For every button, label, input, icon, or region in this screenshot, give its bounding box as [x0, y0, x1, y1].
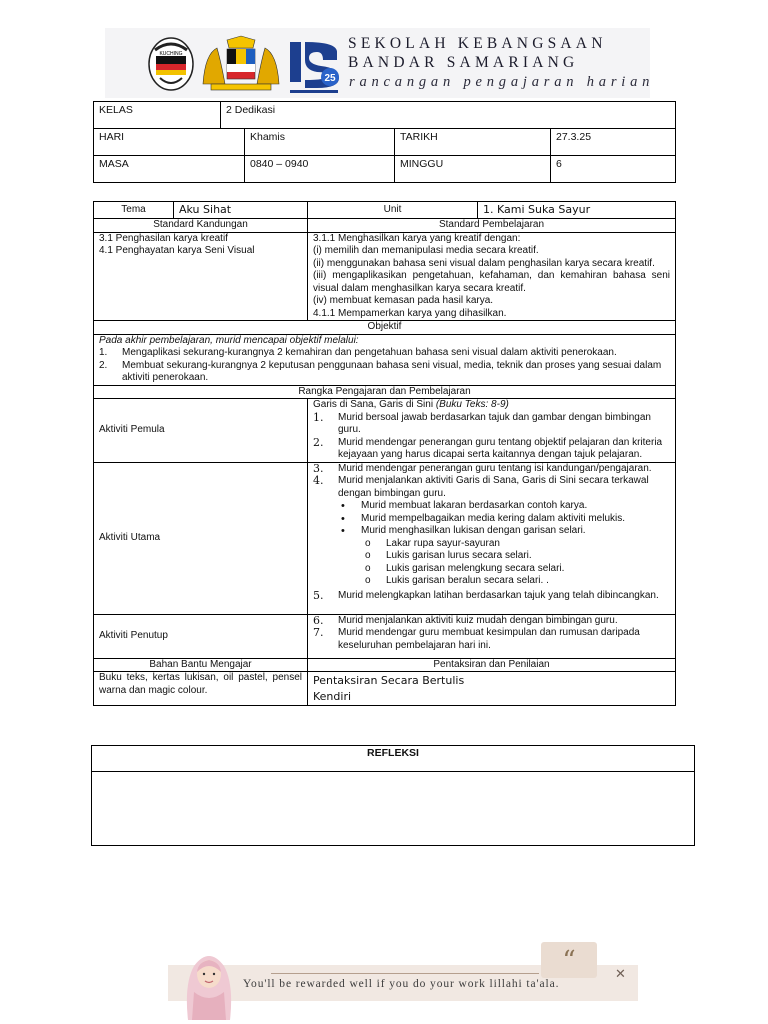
svg-text:25: 25: [324, 73, 336, 84]
close-icon[interactable]: ✕: [615, 966, 626, 981]
masa-label: MASA: [94, 156, 245, 183]
school-crest-logo: [146, 36, 196, 98]
quote-text: You'll be rewarded well if you do your work lillahi ta'ala.: [243, 978, 560, 990]
sub-bullet-item: o Lukis garisan melengkung secara selari.: [313, 563, 670, 576]
aktiviti-utama-label: Aktiviti Utama: [94, 462, 308, 614]
objektif-number: 2.: [99, 359, 108, 371]
pentaksiran-line: Pentaksiran Secara Bertulis: [313, 674, 465, 687]
ministry-education-logo: [287, 36, 345, 94]
objektif-intro: Pada akhir pembelajaran, murid mencapai objektif melalui:: [99, 334, 359, 346]
sub-bullet-item: o Lakar rupa sayur-sayuran: [313, 538, 670, 551]
aktiviti-pemula-cell: [308, 399, 676, 463]
svg-text:KUCHING: KUCHING: [159, 51, 183, 57]
pentaksiran-label: Pentaksiran dan Penilaian: [308, 658, 676, 672]
utama-steps: [313, 463, 670, 501]
step-item: 6. Murid menjalankan aktiviti kuiz mudah dengan bimbingan guru.: [313, 613, 618, 627]
aktiviti-utama-cell: [308, 462, 676, 614]
step-item: 4. Murid menjalankan aktiviti Garis di Sana, Garis di Sini secara terkawal dengan bimbingan guru.: [313, 474, 649, 499]
sub-bullet-item: o Lukis garisan lurus secara selari.: [313, 550, 670, 563]
step-item: 5. Murid melengkapkan latihan berdasarkan tajuk yang telah dibincangkan.: [313, 588, 659, 602]
utama-final-step: [313, 590, 670, 603]
bbm-label: Bahan Bantu Mengajar: [94, 658, 308, 672]
lesson-plan-table: [93, 201, 676, 706]
tarikh-label: TARIKH: [395, 129, 551, 156]
school-name-line1: SEKOLAH KEBANGSAAN: [348, 35, 607, 52]
aktiviti-penutup-label: Aktiviti Penutup: [94, 614, 308, 658]
pentaksiran-value: [308, 672, 676, 706]
sub-bullet-item: o Lukis garisan beralun secara selari. .: [313, 575, 670, 588]
sk-item: 4.1 Penghayatan karya Seni Visual: [99, 245, 255, 256]
step-item: 7. Murid mendengar guru membuat kesimpulan dan rumusan daripada keseluruhan pembelajaran hari ini.: [313, 626, 640, 651]
refleksi-value: [92, 772, 695, 846]
unit-value: 1. Kami Suka Sayur: [478, 202, 676, 219]
masa-value: 0840 – 0940: [245, 156, 395, 183]
sp-item: (iii) mengaplikasikan pengetahuan, kefahaman, dan kemahiran bahasa seni visual dalam menghasilkan karya secara kreatif.: [313, 270, 670, 294]
step-item: 3. Murid mendengar penerangan guru tentang isi kandungan/pengajaran.: [313, 461, 652, 475]
kelas-value: 2 Dedikasi: [221, 102, 676, 129]
sp-item: 3.1.1 Menghasilkan karya yang kreatif dengan:: [313, 232, 521, 244]
sp-item: (i) memilih dan memanipulasi media secara kreatif.: [313, 245, 539, 256]
quote-icon: “: [562, 946, 576, 976]
unit-label: Unit: [308, 202, 478, 219]
school-name: [348, 34, 607, 72]
sp-item: 4.1.1 Mempamerkan karya yang dihasilkan.: [313, 307, 507, 319]
penutup-steps: [313, 615, 670, 653]
step-item: 2. Murid mendengar penerangan guru tentang objektif pelajaran dan kriteria kejayaan yang harus dicapai serta kaitannya dengan tajuk pelajaran.: [313, 435, 663, 460]
document-tagline: rancangan pengajaran harian: [349, 74, 655, 90]
bullet-item: • Murid membuat lakaran berdasarkan contoh karya.: [313, 500, 670, 513]
pentaksiran-line: Kendiri: [313, 690, 352, 703]
minggu-label: MINGGU: [395, 156, 551, 183]
bullet-item: • Murid mempelbagaikan media kering dalam aktiviti melukis.: [313, 513, 670, 526]
standard-kandungan-cell: [94, 232, 308, 321]
class-info-table: [93, 101, 676, 183]
pemula-steps: [313, 412, 670, 462]
bullet-item: • Murid menghasilkan lukisan dengan garisan selari.: [313, 525, 670, 538]
bbm-value: Buku teks, kertas lukisan, oil pastel, pensel warna dan magic colour.: [94, 672, 308, 706]
refleksi-table: [91, 745, 695, 846]
objektif-number: 1.: [99, 347, 108, 358]
sp-item: (ii) menggunakan bahasa seni visual dalam penghasilan karya secara kreatif.: [313, 257, 655, 269]
aktiviti-pemula-label: Aktiviti Pemula: [94, 399, 308, 463]
objektif-text: Membuat sekurang-kurangnya 2 keputusan penggunaan bahasa seni visual, media, teknik dan proses yang sesuai dalam aktiviti penerokaan.: [122, 359, 662, 383]
hari-value: Khamis: [245, 129, 395, 156]
kelas-label: KELAS: [94, 102, 221, 129]
objektif-cell: [94, 334, 676, 385]
tema-label: Tema: [94, 202, 174, 219]
step-item: 1. Murid bersoal jawab berdasarkan tajuk dan gambar dengan bimbingan guru.: [313, 410, 651, 435]
objektif-item: [99, 347, 670, 360]
sk-item: 3.1 Penghasilan karya kreatif: [99, 232, 228, 244]
refleksi-label: REFLEKSI: [92, 746, 695, 772]
standard-pembelajaran-cell: [308, 232, 676, 321]
malaysia-coat-of-arms-logo: [199, 34, 283, 94]
standard-kandungan-label: Standard Kandungan: [94, 219, 308, 233]
objektif-label: Objektif: [94, 321, 676, 335]
tema-value: Aku Sihat: [174, 202, 308, 219]
objektif-item: [99, 360, 670, 385]
tarikh-value: 27.3.25: [551, 129, 676, 156]
objektif-text: Mengaplikasi sekurang-kurangnya 2 kemahiran dan pengetahuan bahasa seni visual dalam aktiviti penerokaan.: [122, 347, 617, 358]
aktiviti-penutup-cell: [308, 614, 676, 658]
rangka-label: Rangka Pengajaran dan Pembelajaran: [94, 385, 676, 399]
standard-pembelajaran-label: Standard Pembelajaran: [308, 219, 676, 233]
lesson-title: Garis di Sana, Garis di Sini: [313, 399, 434, 410]
lesson-title-line: [313, 399, 670, 412]
quote-divider: [271, 973, 539, 974]
minggu-value: 6: [551, 156, 676, 183]
hari-label: HARI: [94, 129, 245, 156]
school-name-line2: BANDAR SAMARIANG: [348, 54, 579, 71]
hijab-girl-illustration: [180, 944, 238, 1020]
sp-item: (iv) membuat kemasan pada hasil karya.: [313, 295, 494, 306]
lesson-book-ref: (Buku Teks: 8-9): [435, 399, 509, 410]
